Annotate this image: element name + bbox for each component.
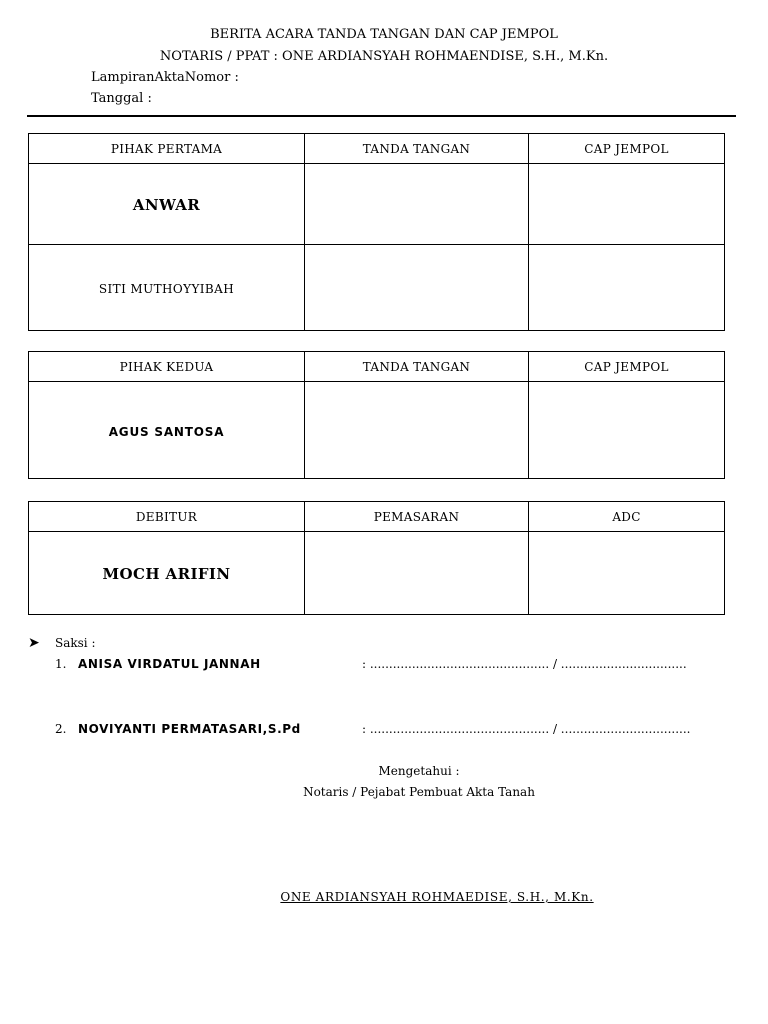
witness-number: 2. (55, 722, 67, 736)
signature-cell (305, 245, 529, 331)
witness-number: 1. (55, 657, 67, 671)
arrow-bullet-icon: ➤ (28, 635, 40, 651)
party-name: ANWAR (132, 195, 201, 214)
column-header: ADC (529, 502, 725, 532)
column-header: PEMASARAN (305, 502, 529, 532)
party-name-cell (29, 382, 305, 479)
signature-cell (305, 382, 529, 479)
column-header: DEBITUR (29, 502, 305, 532)
header-divider (27, 115, 736, 117)
pihak-kedua-table (28, 351, 725, 479)
signatory-name: ONE ARDIANSYAH ROHMAEDISE, S.H., M.Kn. (280, 890, 594, 904)
witness-name: NOVIYANTI PERMATASARI,S.Pd (78, 722, 301, 736)
table-header-row (29, 352, 725, 382)
column-header: CAP JEMPOL (529, 134, 725, 164)
notary-role: Notaris / Pejabat Pembuat Akta Tanah (303, 785, 535, 799)
table-header-row (29, 134, 725, 164)
thumbprint-cell (529, 245, 725, 331)
party-name: SITI MUTHOYYIBAH (98, 282, 235, 296)
column-header: PIHAK PERTAMA (29, 134, 305, 164)
saksi-label: Saksi : (55, 636, 96, 650)
column-header: TANDA TANGAN (305, 134, 529, 164)
adc-cell (529, 532, 725, 615)
lampiran-label: LampiranAktaNomor : (91, 70, 239, 85)
party-name: AGUS SANTOSA (108, 424, 225, 439)
table-row (29, 382, 725, 479)
table-header-row (29, 502, 725, 532)
column-header: CAP JEMPOL (529, 352, 725, 382)
signature-cell (305, 164, 529, 245)
witness-signature-line: : ............................................... / .................................. (362, 722, 691, 736)
debitur-table (28, 501, 725, 615)
thumbprint-cell (529, 382, 725, 479)
pihak-pertama-table (28, 133, 725, 331)
table-row (29, 532, 725, 615)
party-name: MOCH ARIFIN (102, 564, 231, 583)
table-row (29, 164, 725, 245)
witness-name: ANISA VIRDATUL JANNAH (78, 657, 261, 671)
party-name-cell (29, 164, 305, 245)
table-row (29, 245, 725, 331)
thumbprint-cell (529, 164, 725, 245)
column-header: PIHAK KEDUA (29, 352, 305, 382)
notary-subtitle: NOTARIS / PPAT : ONE ARDIANSYAH ROHMAENDISE, S.H., M.Kn. (159, 49, 609, 64)
party-name-cell (29, 245, 305, 331)
marketing-cell (305, 532, 529, 615)
party-name-cell (29, 532, 305, 615)
tanggal-label: Tanggal : (91, 91, 152, 106)
mengetahui-label: Mengetahui : (378, 764, 460, 778)
witness-signature-line: : ............................................... / ................................. (362, 657, 687, 671)
column-header: TANDA TANGAN (305, 352, 529, 382)
document-title: BERITA ACARA TANDA TANGAN DAN CAP JEMPOL (210, 27, 558, 42)
